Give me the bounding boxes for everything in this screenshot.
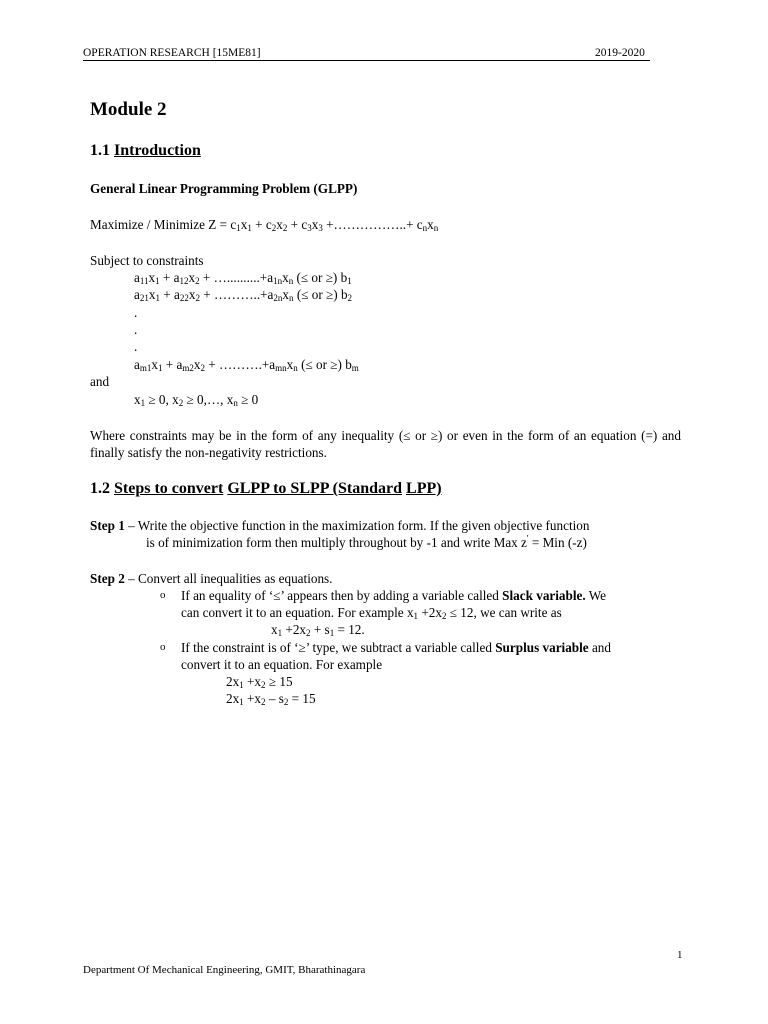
header-rule — [83, 60, 650, 61]
footer-department: Department Of Mechanical Engineering, GMIT, Bharathinagara — [83, 964, 366, 976]
surplus-example-equation: $2x_1 +x_2 - s_2 = 15$ — [226, 691, 316, 707]
section-title: Introduction — [114, 142, 201, 159]
glpp-heading: General Linear Programming Problem (GLPP) — [90, 181, 358, 196]
constraint-row-2: $a_{21}x_1 + a_{22}x_2$ + $\dots\dots\dots..+a_{2n}x_n$ (≤ or ≥) $b_2$ — [134, 287, 353, 303]
objective-dots: ……………..+ c — [333, 217, 423, 232]
subject-to-label: Subject to constraints — [90, 253, 204, 268]
where-paragraph: Where constraints may be in the form of any inequality (≤ or ≥) or even in the form of an equation (=) and finally satisfy the non-negativity restrictions. — [90, 428, 681, 460]
module-title: Module 2 — [90, 99, 167, 120]
constraint-ellipsis-dot: . — [134, 339, 138, 354]
section-heading-steps: 1.2 Steps to convert GLPP to SLPP (Standard LPP) — [90, 480, 442, 497]
and-label: and — [90, 374, 110, 389]
constraint-row-1: $a_{11}x_1 + a_{12}x_2$ + $\dots..........+a_{1n}x_n$ (≤ or ≥) $b_1$ — [134, 270, 352, 286]
objective-function: Maximize / Minimize $Z = c_1x_1 + c_2x_2 + c_3x_3$ +……………..+ $c_nx_n$ — [90, 217, 439, 233]
non-negativity-constraint: $x_1 \ge 0$, $x_2$ ≥ 0,…, $x_n \ge 0$ — [134, 392, 259, 408]
slack-bullet-line-2: can convert it to an equation. For example $x_1 +2x_2 \le 12$, we can write as — [181, 605, 562, 621]
surplus-example-inequality: $2x_1 +x_2 \ge 15$ — [226, 674, 293, 690]
header-year: 2019-2020 — [595, 47, 645, 59]
section-heading-introduction — [90, 142, 201, 160]
objective-lead: Maximize / Minimize Z = c — [90, 217, 237, 232]
step-2-label: Step 2 — [90, 571, 125, 586]
constraint-row-m: $a_{m1}x_1 + a_{m2}x_2$ + $\dots\dots\dots.+a_{mn}x_n$ (≤ or ≥) $b_m$ — [134, 357, 359, 373]
header-course-title: OPERATION RESEARCH [15ME81] — [83, 47, 261, 59]
constraint-ellipsis-dot: . — [134, 305, 138, 320]
slack-bullet-line-1: If an equality of ‘≤’ appears then by adding a variable called Slack variable. We — [181, 588, 606, 603]
slack-example-equation: $x_1 +2x_2 + s_1 = 12$. — [271, 622, 365, 638]
surplus-bullet-line-2: convert it to an equation. For example — [181, 657, 383, 672]
surplus-bullet-line-1: If the constraint is of ‘≥’ type, we subtract a variable called Surplus variable and — [181, 640, 611, 655]
page-number: 1 — [677, 949, 683, 961]
section-number: 1.2 — [90, 480, 110, 497]
step-1-line-1: Step 1 – Write the objective function in the maximization form. If the given objective function — [90, 518, 590, 533]
bullet-icon: o — [160, 589, 166, 601]
step-2-line-1: Step 2 – Convert all inequalities as equations. — [90, 571, 333, 586]
step-1-label: Step 1 — [90, 518, 125, 533]
constraint-ellipsis-dot: . — [134, 322, 138, 337]
step-1-line-2: is of minimization form then multiply throughout by -1 and write Max z' = Min (-z) — [146, 533, 587, 550]
bullet-icon: o — [160, 641, 166, 653]
section-number: 1.1 — [90, 142, 110, 159]
